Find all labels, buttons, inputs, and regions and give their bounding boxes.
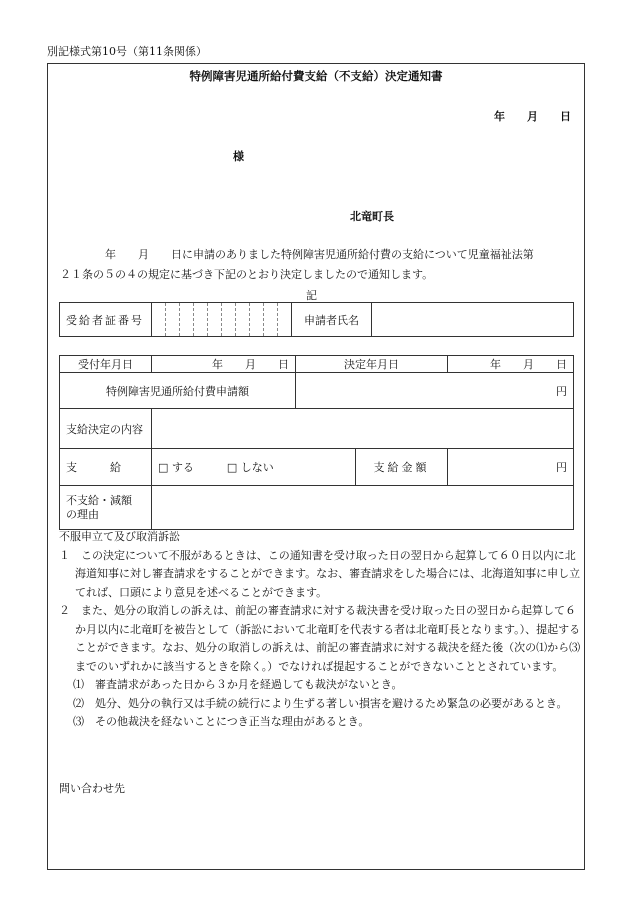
- applicant-name-label: 申請者氏名: [292, 303, 372, 337]
- requested-amount-label: 特例障害児通所給付費申請額: [60, 373, 296, 409]
- issue-date: 年 月 日: [494, 110, 571, 123]
- recipient-id-label: 受給者証番号: [60, 303, 152, 337]
- decision-date-field[interactable]: 年 月 日: [448, 356, 574, 373]
- recipient-id-digit[interactable]: [166, 303, 180, 337]
- received-date-label: 受付年月日: [60, 356, 152, 373]
- addressee-suffix: 様: [233, 150, 244, 163]
- recipient-id-digit[interactable]: [264, 303, 278, 337]
- appeal-item-2: ２ また、処分の取消しの訴えは、前記の審査請求に対する裁決書を受け取った日の翌日から起算して６か月以内に北竜町を被告として（訴訟において北竜町を代表する者は北竜町長となります。）、提起することができます。なお、処分の取消しの訴えは、前記の審査請求に対する裁決を経た後（次の⑴から⑶までのいずれかに該当するときを除く。）でなければ提起することができないこととされています。: [59, 604, 581, 673]
- intro-line-2: ２１条の５の４の規定に基づき下記のとおり決定しましたので通知します。: [60, 268, 434, 281]
- recipient-id-digit[interactable]: [250, 303, 264, 337]
- recipient-id-digit[interactable]: [208, 303, 222, 337]
- recipient-id-digit[interactable]: [222, 303, 236, 337]
- recipient-id-digit[interactable]: [194, 303, 208, 337]
- reason-field[interactable]: [152, 486, 574, 530]
- payment-amount-label: 支給金額: [356, 449, 448, 486]
- recipient-id-digit[interactable]: [180, 303, 194, 337]
- appeal-item-1: １ この決定について不服があるときは、この通知書を受け取った日の翌日から起算して６０日以内に北海道知事に対し審査請求をすることができます。なお、審査請求をした場合には、北海道知事に申し立てれば、口頭により意見を述べることができます。: [59, 548, 581, 599]
- requested-amount-field[interactable]: 円: [296, 373, 574, 409]
- ki-marker: 記: [306, 289, 317, 302]
- received-date-field[interactable]: 年 月 日: [152, 356, 296, 373]
- intro-line-1: 年 月 日に申請のありました特例障害児通所給付費の支給について児童福祉法第: [105, 248, 534, 261]
- payment-content-field[interactable]: [152, 409, 574, 449]
- decision-table: [59, 355, 574, 530]
- recipient-id-digit[interactable]: [152, 303, 166, 337]
- reason-label-line2: の理由: [66, 507, 99, 521]
- contact-label: 問い合わせ先: [59, 782, 125, 795]
- reason-label-line1: 不支給・減額: [66, 493, 132, 507]
- recipient-table: [59, 302, 574, 337]
- recipient-id-digit[interactable]: [278, 303, 292, 337]
- payment-no-checkbox[interactable]: □ しない: [226, 461, 274, 474]
- applicant-name-field[interactable]: [372, 303, 574, 337]
- recipient-id-digit[interactable]: [236, 303, 250, 337]
- payment-amount-field[interactable]: 円: [448, 449, 574, 486]
- payment-options: [152, 449, 356, 486]
- reason-label: [60, 486, 152, 530]
- appeal-subitem-3: ⑶ その他裁決を経ないことにつき正当な理由があるとき。: [73, 715, 370, 728]
- payment-label: 支 給: [60, 449, 152, 486]
- decision-date-label: 決定年月日: [296, 356, 448, 373]
- issuer-name: 北竜町長: [350, 210, 394, 223]
- form-number-label: 別記様式第10号（第11条関係）: [47, 45, 207, 58]
- document-title: 特例障害児通所給付費支給（不支給）決定通知書: [189, 69, 443, 83]
- appeal-notes: [59, 528, 581, 732]
- appeal-subitem-1: ⑴ 審査請求があった日から３か月を経過しても裁決がないとき。: [73, 678, 403, 691]
- payment-yes-checkbox[interactable]: □ する: [158, 461, 194, 474]
- appeal-heading: 不服申立て及び取消訴訟: [59, 530, 180, 543]
- appeal-subitem-2: ⑵ 処分、処分の執行又は手続の続行により生ずる著しい損害を避けるため緊急の必要があるとき。: [73, 696, 568, 710]
- payment-content-label: 支給決定の内容: [60, 409, 152, 449]
